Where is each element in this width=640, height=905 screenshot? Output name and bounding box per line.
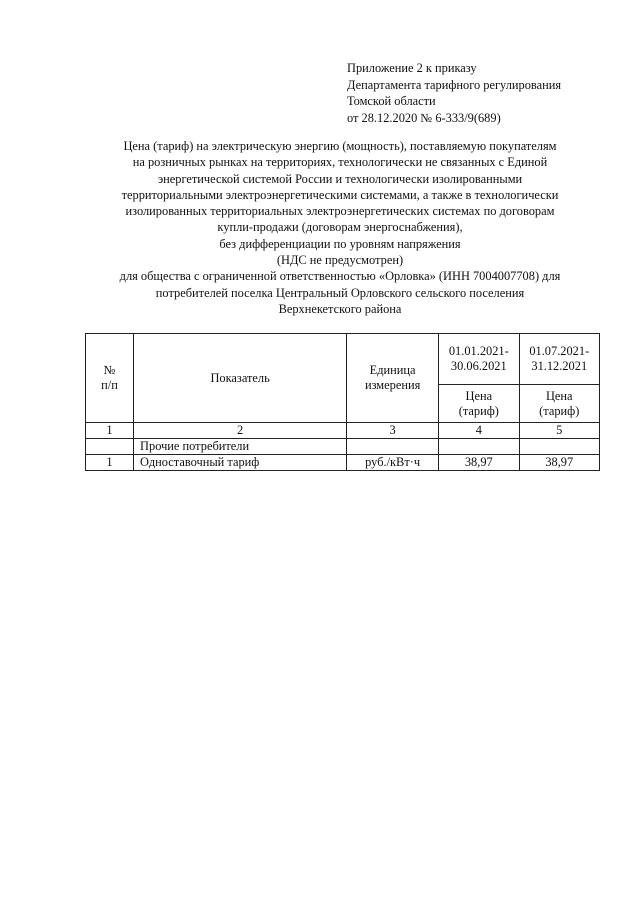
appendix-date-line: от 28.12.2020 № 6-333/9(689) [347,111,501,126]
row-unit: руб./кВт·ч [347,455,439,471]
price-label: Цена [465,388,493,403]
header-unit-line: измерения [364,378,421,392]
group-number-cell [86,439,134,455]
column-number: 3 [347,423,439,439]
header-unit-line: Единица [369,363,416,377]
header-number [86,334,134,423]
period-2-start: 01.07.2021- [529,344,590,358]
header-period-1 [439,334,519,385]
title-line: энергетической системой России и технологически изолированными [157,171,523,186]
header-price-1 [439,385,519,423]
appendix-line: Томской области [347,94,436,109]
appendix-line: Приложение 2 к приказу [347,61,477,75]
column-number: 1 [86,423,134,439]
title-line: изолированных территориальных электроэнергетических системах по договорам [125,204,555,219]
price-label-tariff: (тариф) [539,403,580,418]
document-title [82,138,598,317]
row-number: 1 [86,455,134,471]
title-line: Цена (тариф) на электрическую энергию (мощность), поставляемую покупателям [123,139,557,153]
tariff-table [85,333,600,471]
group-unit-cell [347,439,439,455]
row-price-period-1: 38,97 [439,455,519,471]
title-line: без дифференциации по уровням напряжения [219,236,461,251]
title-line: для общества с ограниченной ответственностью «Орловка» (ИНН 7004007708) для [119,269,561,284]
period-1-start: 01.01.2021- [448,344,509,358]
appendix-header [347,60,627,127]
price-label: Цена [545,388,573,403]
table-row [86,455,600,471]
column-number: 5 [519,423,599,439]
row-indicator: Одноставочный тариф [134,455,347,471]
group-row [86,439,600,455]
header-unit [347,334,439,423]
price-label-tariff: (тариф) [458,403,499,418]
column-number: 2 [134,423,347,439]
group-label: Прочие потребители [134,439,347,455]
table-header-row [86,334,600,385]
period-2-end: 31.12.2021 [531,359,588,373]
row-price-period-2: 38,97 [519,455,599,471]
title-line: купли-продажи (договорам энергоснабжения), [217,220,463,235]
header-indicator: Показатель [134,334,347,423]
title-line: территориальными электроэнергетическими системами, а также в технологически [121,187,559,202]
header-number-abbr: п/п [101,378,118,392]
header-number-symbol: № [103,363,116,377]
title-line: Верхнекетского района [278,301,402,316]
group-period-1-cell [439,439,519,455]
title-line: (НДС не предусмотрен) [276,253,404,268]
title-line: потребителей поселка Центральный Орловского сельского поселения [155,285,525,300]
title-line: на розничных рынках на территориях, технологически не связанных с Единой [132,155,548,170]
header-period-2 [519,334,599,385]
header-price-2 [519,385,599,423]
period-1-end: 30.06.2021 [450,359,507,373]
column-number-row [86,423,600,439]
group-period-2-cell [519,439,599,455]
appendix-line: Департамента тарифного регулирования [347,77,562,92]
column-number: 4 [439,423,519,439]
